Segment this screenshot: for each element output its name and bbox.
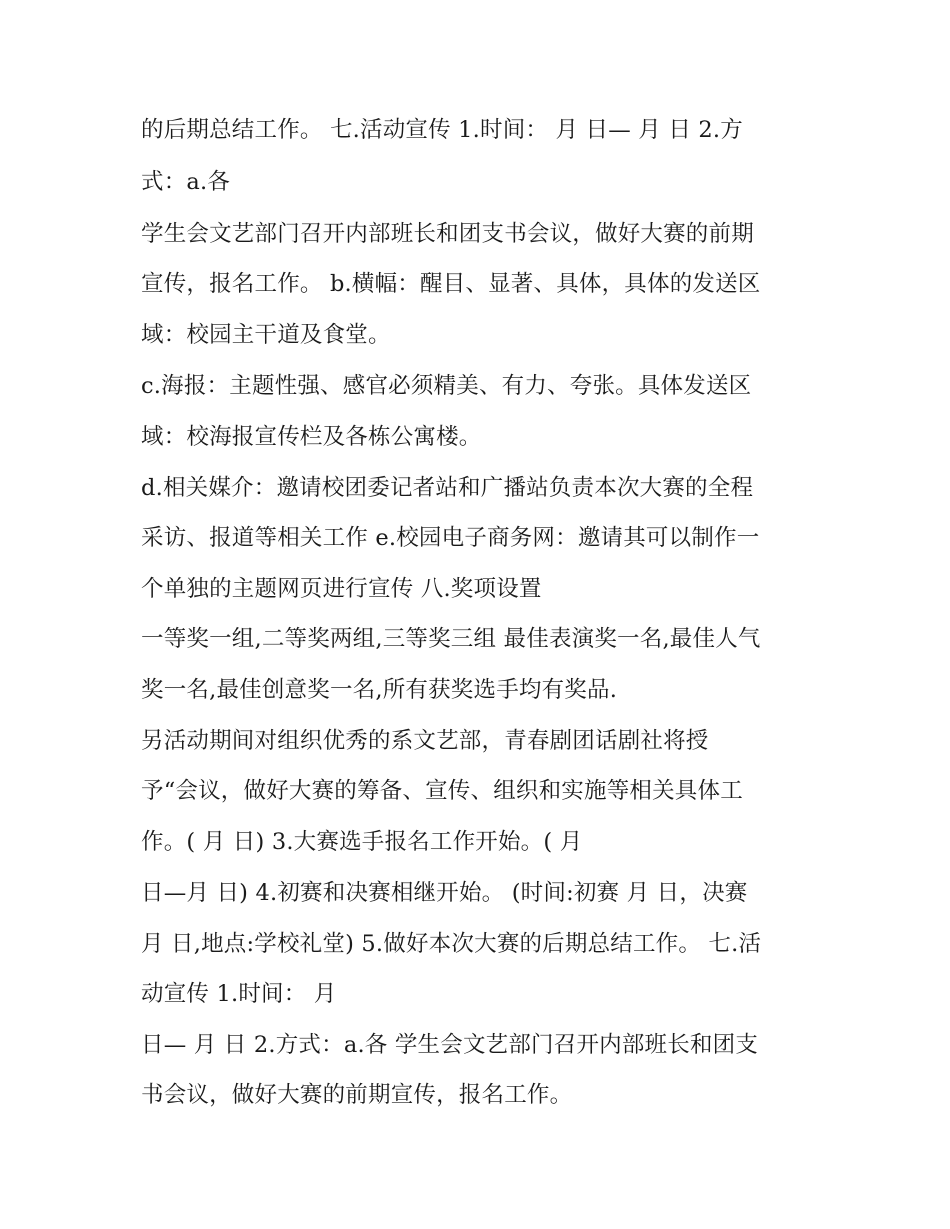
text-line: c.海报：主题性强、感官必须精美、有力、夸张。具体发送区 — [141, 373, 752, 399]
text-line: 奖一名,最佳创意奖一名,所有获奖选手均有奖品. — [141, 677, 618, 703]
text-line: 一等奖一组,二等奖两组,三等奖三组 最佳表演奖一名,最佳人气 — [141, 626, 761, 652]
text-line: 予“会议，做好大赛的筹备、宣传、组织和实施等相关具体工 — [141, 778, 743, 804]
text-line: 式：a.各 — [141, 169, 231, 195]
text-line: 宣传，报名工作。 b.横幅：醒目、显著、具体，具体的发送区 — [141, 271, 761, 297]
text-line: 学生会文艺部门召开内部班长和团支书会议，做好大赛的前期 — [141, 221, 754, 247]
text-line: d.相关媒介：邀请校团委记者站和广播站负责本次大赛的全程 — [141, 475, 754, 501]
text-line: 域：校园主干道及食堂。 — [141, 322, 391, 348]
text-line: 域：校海报宣传栏及各栋公寓楼。 — [141, 424, 482, 450]
text-line: 个单独的主题网页进行宣传 八.奖项设置 — [141, 576, 542, 602]
text-line: 作。( 月 日) 3.大赛选手报名工作开始。( 月 — [141, 829, 583, 855]
text-line: 另活动期间对组织优秀的系文艺部，青春剧团话剧社将授 — [141, 728, 709, 754]
text-line: 日— 月 日 2.方式：a.各 学生会文艺部门召开内部班长和团支 — [141, 1032, 759, 1058]
text-line: 采访、报道等相关工作 e.校园电子商务网：邀请其可以制作一 — [141, 525, 760, 551]
text-line: 书会议，做好大赛的前期宣传，报名工作。 — [141, 1082, 573, 1108]
text-line: 动宣传 1.时间： 月 — [141, 981, 337, 1007]
text-line: 月 日,地点:学校礼堂) 5.做好本次大赛的后期总结工作。 七.活 — [141, 931, 762, 957]
text-line: 的后期总结工作。 七.活动宣传 1.时间： 月 日— 月 日 2.方 — [141, 117, 743, 143]
text-line: 日—月 日) 4.初赛和决赛相继开始。 (时间:初赛 月 日，决赛 — [141, 880, 748, 906]
